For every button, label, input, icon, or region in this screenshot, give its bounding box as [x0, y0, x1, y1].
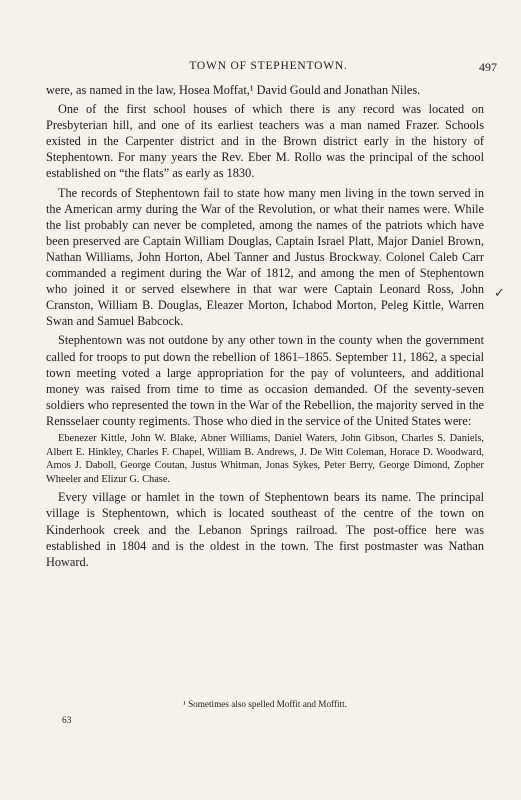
- paragraph-villages: Every village or hamlet in the town of Stephentown bears its name. The principal village is Stephentown, which is located southeast of the centre of the town on Kinderhook creek and the Lebanon Springs railroad. The post-office here was established in 1804 and is the oldest in the town. The first postmaster was Nathan Howard.: [46, 490, 484, 569]
- paragraph-revolution: The records of Stephentown fail to state how many men living in the town served in the American army during the War of the Revolution, or what their names were. While the list probably can never be completed, among the names of the patriots which have been preserved are Captain William Douglas, Captain Israel Platt, Major Daniel Brown, Nathan Williams, John Horton, Abel Tanner and Justus Brockway. Colonel Caleb Carr commanded a regiment during the War of 1812, and among the men of Stephentown who joined it or served elsewhere in that war were Captain Leonard Ross, John Cranston, William B. Douglas, Eleazer Morton, Ichabod Morton, Peleg Kittle, Warren Swan and Samuel Babcock.: [46, 185, 484, 329]
- paragraph-rebellion: Stephentown was not outdone by any other town in the county when the government called for troops to put down the rebellion of 1861–1865. September 11, 1862, a special town meeting voted a large appropriation for the pay of volunteers, and additional money was raised from time to time as occasion demanded. Of the seventy-seven soldiers who represented the town in the War of the Rebellion, the majority served in the Rensselaer county regiments. Those who died in the service of the United States were:: [46, 333, 484, 428]
- page-title: TOWN OF STEPHENTOWN.: [189, 60, 348, 72]
- paragraph-law-continuation: were, as named in the law, Hosea Moffat,¹ David Gould and Jonathan Niles.: [46, 83, 421, 97]
- running-head: [40, 60, 497, 78]
- checkmark-icon: ✓: [494, 285, 505, 300]
- footnote: ¹ Sometimes also spelled Moffit and Moffitt.: [183, 699, 347, 709]
- paragraph-schools: One of the first school houses of which there is any record was located on Presbyterian hill, and one of its earliest teachers was a man named Frazer. Schools existed in the Carpenter district and in the Brown district early in the history of Stephentown. For many years the Rev. Eber M. Rollo was the principal of the school established on “the flats” as early as 1830.: [46, 102, 484, 181]
- page-number: 497: [479, 60, 497, 74]
- signature-mark: 63: [62, 716, 72, 726]
- soldier-list: Ebenezer Kittle, John W. Blake, Abner Williams, Daniel Waters, John Gibson, Charles S. Daniels, Albert E. Hinkley, Charles F. Chapel, William B. Andrews, J. De Witt Coleman, Horace D. Woodward, Amos J. Daboll, George Coutan, Justus Whitman, Jonas Sykes, Peter Berry, George Dimond, Zopher Wheeler and Elizur G. Chase.: [46, 432, 484, 485]
- body-text: [46, 82, 484, 573]
